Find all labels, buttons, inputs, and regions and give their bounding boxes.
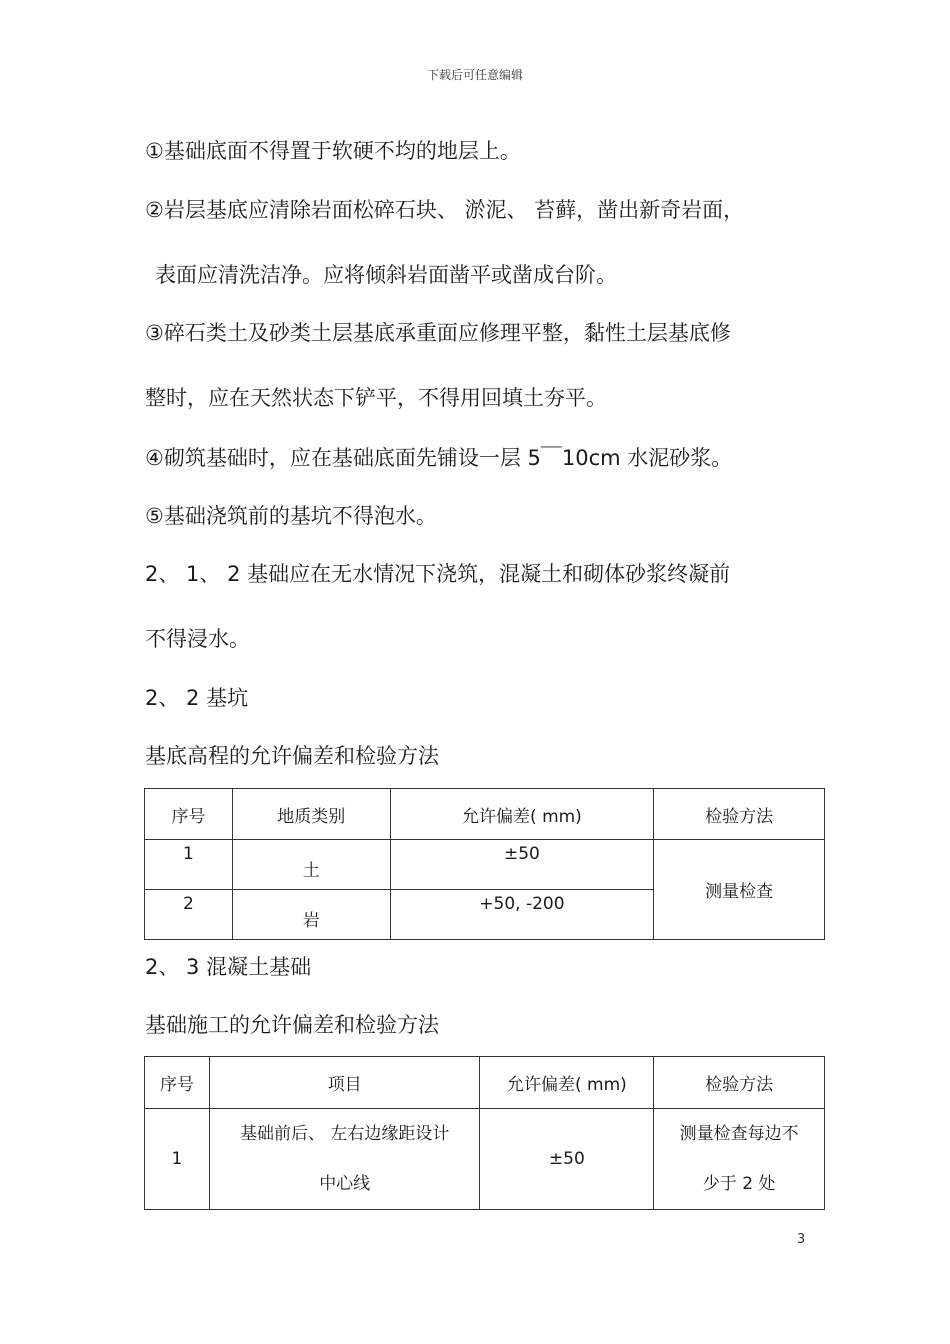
text-line: 2、 1、 2 基础应在无水情况下浇筑，混凝土和砌体砂浆终凝前 [145,562,731,586]
table-caption: 基础施工的允许偏差和检验方法 [145,1013,439,1037]
text-line: 整时，应在天然状态下铲平，不得用回填土夯平。 [145,386,607,410]
text-line: 表面应清洗洁净。应将倾斜岩面凿平或凿成台阶。 [155,263,617,287]
method-text: 测量检查每边不 [679,1124,799,1144]
table-header-cell: 允许偏差( mm) [480,1057,654,1109]
table-caption: 基底高程的允许偏差和检验方法 [145,744,439,768]
geology-type: 土 [232,840,390,890]
table-header-cell: 项目 [209,1057,480,1109]
method-text: 少于 2 处 [702,1174,776,1194]
text-line: 不得浸水。 [145,627,250,651]
section-heading: 2、 3 混凝土基础 [145,955,312,979]
tolerance-value: ±50 [390,840,654,890]
row-number: 1 [145,840,233,890]
item-cell [209,1109,480,1210]
method-cell [654,1109,825,1210]
foundation-tolerance-table [144,1056,825,1210]
table-row [145,840,825,890]
text-line: ④砌筑基础时，应在基础底面先铺设一层 5￣10cm 水泥砂浆。 [145,446,733,470]
table-header-cell: 序号 [145,789,233,840]
table-header-cell: 允许偏差( mm) [390,789,654,840]
inspection-method: 测量检查 [654,840,825,940]
row-number: 2 [145,890,233,940]
table-header-cell: 检验方法 [654,789,825,840]
table-header-cell: 检验方法 [654,1057,825,1109]
table-header-cell: 序号 [145,1057,210,1109]
text-line: ①基础底面不得置于软硬不均的地层上。 [145,139,521,163]
page-number: 3 [797,1232,806,1247]
text-line: ②岩层基底应清除岩面松碎石块、 淤泥、 苔藓，凿出新奇岩面， [145,198,745,222]
table-row [145,1109,825,1210]
tolerance-value: +50, -200 [390,890,654,940]
item-text: 基础前后、 左右边缘距设计 [239,1124,450,1144]
item-text: 中心线 [319,1174,371,1194]
row-number: 1 [145,1109,210,1210]
page-header: 下载后可任意编辑 [426,68,523,82]
geology-type: 岩 [232,890,390,940]
text-line: ③碎石类土及砂类土层基底承重面应修理平整，黏性土层基底修 [145,321,731,345]
elevation-tolerance-table [144,788,825,940]
section-heading: 2、 2 基坑 [145,686,249,710]
text-line: ⑤基础浇筑前的基坑不得泡水。 [145,504,437,528]
tolerance-value: ±50 [480,1109,654,1210]
table-header-cell: 地质类别 [232,789,390,840]
